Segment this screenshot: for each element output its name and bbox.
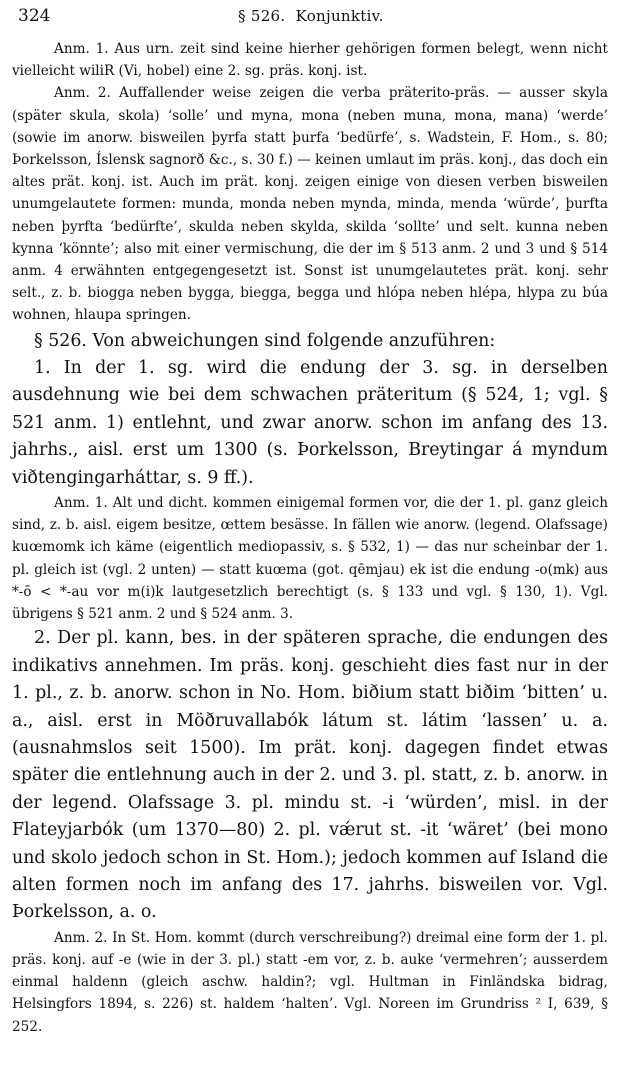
page-body [12, 38, 608, 1038]
running-title: § 526. Konjunktiv. [238, 7, 384, 25]
note-anm-1: Anm. 1. Aus urn. zeit sind keine hierher gehörigen formen belegt, wenn nicht vielleicht wiliR (Vi, hobel) eine 2. sg. präs. konj. ist. [12, 41, 608, 80]
rule-2-paragraph: 2. Der pl. kann, bes. in der späteren sprache, die endungen des indikativs annehmen. Im präs. konj. geschieht dies fast nur in der 1. pl., z. b. anorw. schon in No. Hom. biðium statt biðim ‘bitten’ u. a., aisl. erst in Möðruvallabók látum st. látim ‘lassen’ u. a. (ausnahmslos seit 1500). Im prät. konj. dagegen findet etwas später die entlehnung auch in der 2. und 3. pl. statt, z. b. anorw. in der legend. Olafssage 3. pl. mindu st. -i ‘würden’, misl. in der Flateyjarbók (um 1370—80) 2. pl. vǽrut st. -it ‘wäret’ (bei mono und skolo jedoch schon in St. Hom.); jedoch kommen auf Island die alten formen noch im anfang des 17. jahrhs. bisweilen vor. Vgl. Þorkelsson, a. o. [12, 628, 608, 923]
page-header [10, 6, 610, 28]
rule-2-note: Anm. 2. In St. Hom. kommt (durch verschreibung?) dreimal eine form der 1. pl. präs. konj. auf -e (wie in der 3. pl.) statt -em vor, z. b. auke ‘vermehren’; ausserdem einmal haldenn (gleich aschw. haldin?; vgl. Hultman in Finländska bidrag, Helsingfors 1894, s. 226) st. haldem ‘halten’. Vgl. Noreen im Grundriss ² I, 639, § 252. [12, 929, 608, 1035]
note-anm-2: Anm. 2. Auffallender weise zeigen die verba präterito-präs. — ausser skyla (später skula, skola) ‘solle’ und myna, mona (neben muna, mona, mana) ‘werde’ (sowie im anorw. bisweilen þyrfa statt þurfa ‘bedürfe’, s. Wadstein, F. Hom., s. 80; Þorkelsson, Íslensk sagnorð &c., s. 30 f.) — keinen umlaut im präs. konj., das doch ein altes prät. konj. ist. Auch im prät. konj. zeigen einige von diesen verben bisweilen unumgelautete formen: munda, monda neben mynda, minda, menda ‘würde’, þurfta neben þyrfta ‘bedürfte’, skulda neben skylda, skilda ‘sollte’ und selt. kunna neben kynna ‘könnte’; also mit einer vermischung, die der im § 513 anm. 2 und 3 und § 514 anm. 4 erwähnten entgegengesetzt ist. Sonst ist unumgelautetes prät. konj. sehr selt., z. b. biogga neben byggа, biegga, begga und hlópa neben hlépa, hlypa zu búa wohnen, hlaupa springen. [12, 85, 608, 324]
rule-1-paragraph: 1. In der 1. sg. wird die endung der 3. sg. in derselben ausdehnung wie bei dem schwachen präteritum (§ 524, 1; vgl. § 521 anm. 1) entlehnt, und zwar anorw. schon im anfang des 13. jahrhs., aisl. erst um 1300 (s. Þorkelsson, Breytingar á myndum viðtengingarháttar, s. 9 ff.). [12, 358, 608, 488]
page-number: 324 [18, 6, 51, 26]
rule-1-note: Anm. 1. Alt und dicht. kommen einigemal formen vor, die der 1. pl. ganz gleich sind, z. b. aisl. eigem besitze, œttem besässe. In fällen wie anorw. (legend. Olafssage) kuœmomk ich käme (eigentlich mediopassiv, s. § 532, 1) — das nur scheinbar der 1. pl. gleich ist (vgl. 2 unten) — statt kuœma (got. qēmjau) ek ist die endung -o(mk) aus *-ō < *-au vor m(i)k lautgesetzlich berechtigt (s. § 133 und vgl. § 130, 1). Vgl. übrigens § 521 anm. 2 und § 524 anm. 3. [12, 495, 608, 623]
section-heading: § 526. Von abweichungen sind folgende anzuführen: [34, 330, 496, 351]
